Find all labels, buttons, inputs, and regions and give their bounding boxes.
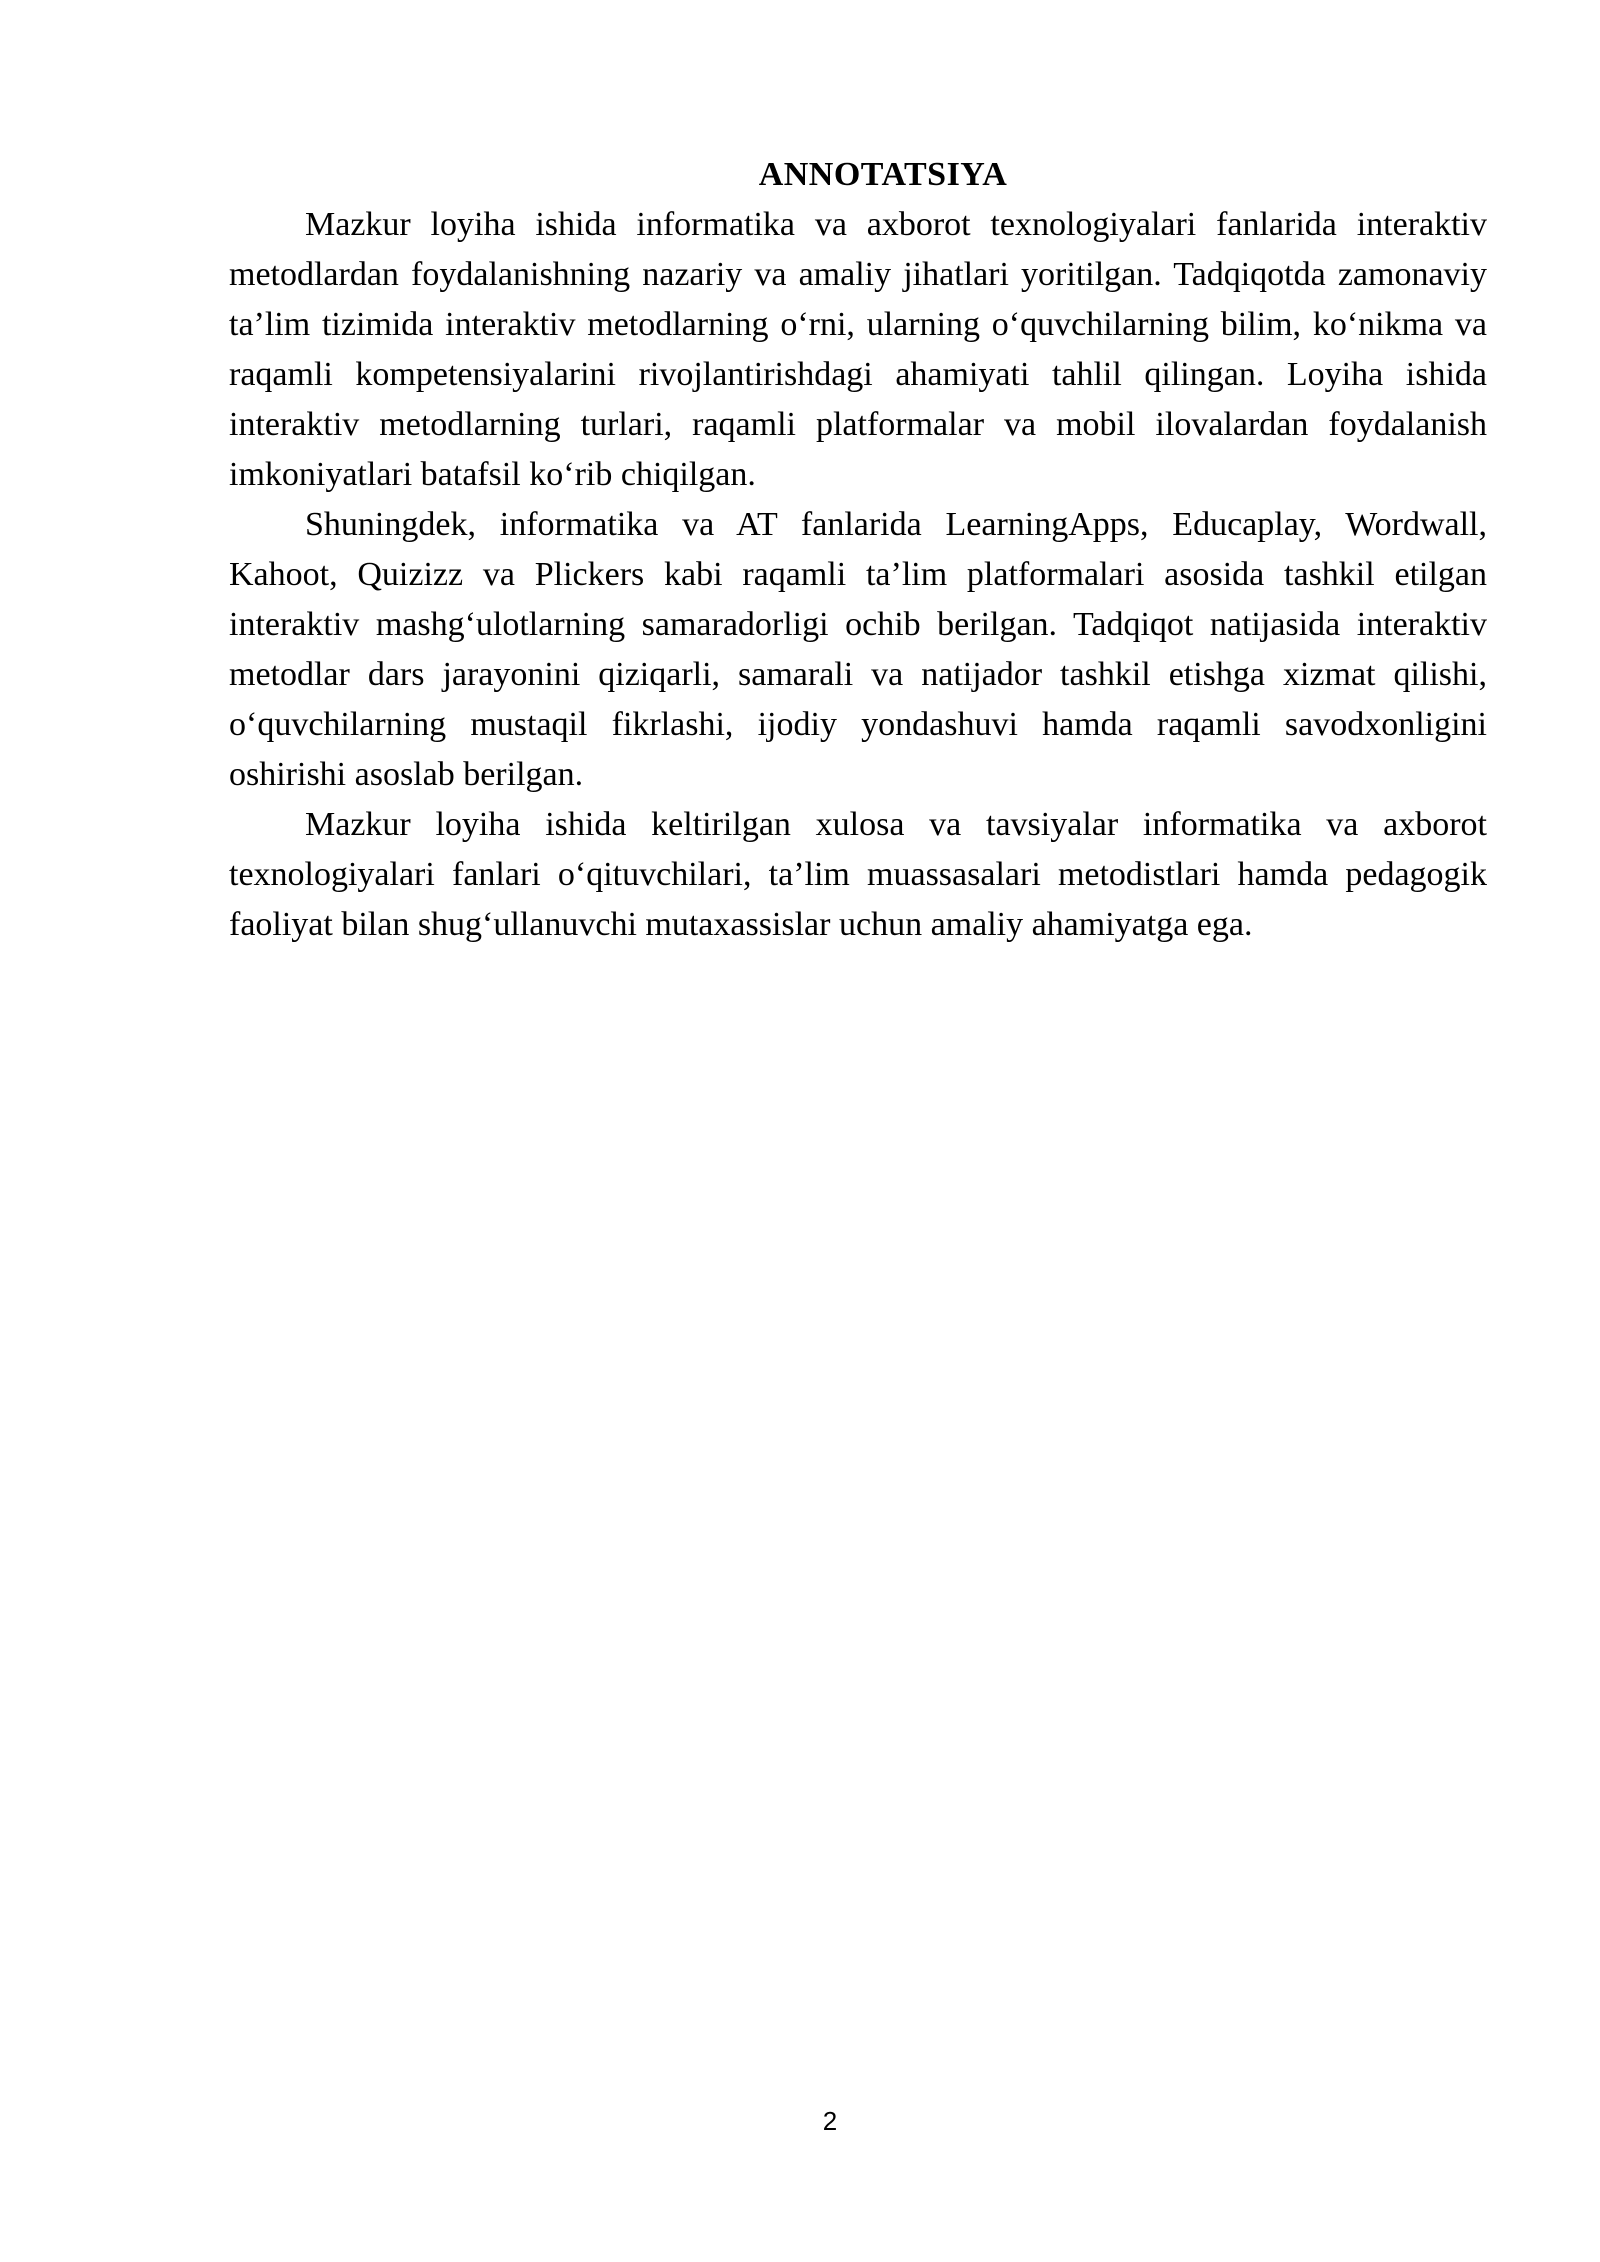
page-content: [229, 150, 1487, 950]
page-title: ANNOTATSIYA: [758, 156, 1008, 193]
paragraph-2: Shuningdek, informatika va AT fanlarida LearningApps, Educaplay, Wordwall, Kahoot, Quizizz va Plickers kabi raqamli ta’lim platformalari asosida tashkil etilgan interaktiv mashg‘ulotlarning samaradorligi ochib berilgan. Tadqiqot natijasida interaktiv metodlar dars jarayonini qiziqarli, samarali va natijador tashkil etishga xizmat qilishi, o‘quvchilarning mustaqil fikrlashi, ijodiy yondashuvi hamda raqamli savodxonligini oshirishi asoslab berilgan.: [229, 506, 1487, 793]
page-number: 2: [822, 2106, 838, 2136]
paragraph-1: Mazkur loyiha ishida informatika va axborot texnologiyalari fanlarida interaktiv metodlardan foydalanishning nazariy va amaliy jihatlari yoritilgan. Tadqiqotda zamonaviy ta’lim tizimida interaktiv metodlarning o‘rni, ularning o‘quvchilarning bilim, ko‘nikma va raqamli kompetensiyalarini rivojlantirishdagi ahamiyati tahlil qilingan. Loyiha ishida interaktiv metodlarning turlari, raqamli platformalar va mobil ilovalardan foydalanish imkoniyatlari batafsil ko‘rib chiqilgan.: [229, 206, 1487, 493]
paragraph-3: Mazkur loyiha ishida keltirilgan xulosa va tavsiyalar informatika va axborot texnologiyalari fanlari o‘qituvchilari, ta’lim muassasalari metodistlari hamda pedagogik faoliyat bilan shug‘ullanuvchi mutaxassislar uchun amaliy ahamiyatga ega.: [229, 806, 1487, 943]
